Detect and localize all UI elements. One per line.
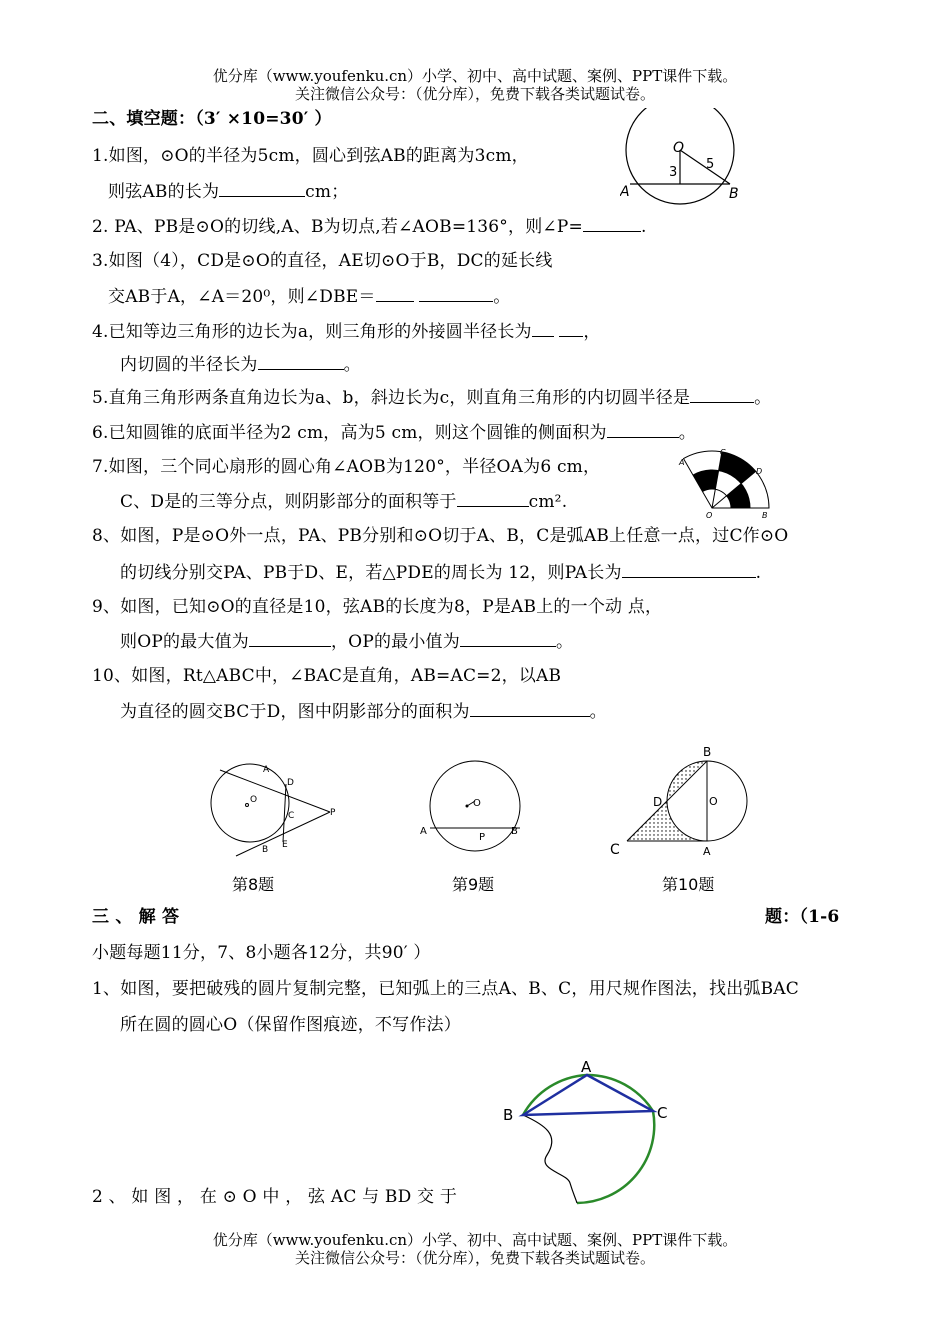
q8-text: 的切线分别交PA、PB于D、E，若△PDE的周长为 12，则PA长为 bbox=[120, 563, 622, 583]
figure-q1-circle bbox=[620, 108, 750, 208]
s3-q2-line-a: 2 、 如 图 ， 在 ⊙ O 中 ， 弦 AC 与 BD 交 于 bbox=[92, 1187, 458, 1207]
q2-text: 2. PA、PB是⊙O的切线,A、B为切点,若∠AOB=136°，则∠P= bbox=[92, 217, 583, 237]
q10-end: 。 bbox=[589, 702, 607, 722]
section2-title: 二、填空题：（3′ ×10=30′ ） bbox=[92, 109, 332, 129]
figure-9 bbox=[415, 760, 525, 860]
label-o: O bbox=[706, 511, 713, 520]
label-b: B bbox=[762, 511, 768, 520]
q6-text: 6.已知圆锥的底面半径为2 cm，高为5 cm，则这个圆锥的侧面积为 bbox=[92, 423, 607, 443]
center-point bbox=[466, 805, 469, 808]
q2-end: . bbox=[640, 217, 647, 237]
s3-q1-line-b: 所在圆的圆心O（保留作图痕迹，不写作法） bbox=[120, 1015, 461, 1035]
q1-line-b bbox=[108, 180, 348, 203]
label-a: A bbox=[620, 184, 630, 200]
shaded-region-bottom bbox=[627, 801, 707, 841]
q3-end: 。 bbox=[493, 287, 511, 307]
figure-broken-circle bbox=[495, 1055, 685, 1215]
q10-line-a: 10、如图，Rt△ABC中，∠BAC是直角，AB=AC=2，以AB bbox=[92, 666, 562, 686]
label-b: B bbox=[511, 826, 518, 837]
tangent-pa bbox=[220, 770, 330, 812]
figure-q7-sectors bbox=[676, 446, 776, 520]
q1-unit: cm； bbox=[305, 182, 349, 202]
label-a: A bbox=[679, 458, 685, 467]
q9-text-mid: ，OP的最小值为 bbox=[330, 632, 460, 652]
q8-end: . bbox=[755, 563, 762, 583]
q1-line-a: 1.如图，⊙O的半径为5cm，圆心到弦AB的距离为3cm， bbox=[92, 146, 529, 166]
caption-fig10: 第10题 bbox=[662, 875, 715, 894]
q6-line bbox=[92, 421, 696, 444]
label-p: P bbox=[330, 808, 336, 818]
answer-blank bbox=[419, 285, 493, 302]
answer-blank bbox=[622, 561, 756, 578]
q7-text: C、D是的三等分点，则阴影部分的面积等于 bbox=[120, 492, 457, 512]
answer-blank bbox=[559, 320, 583, 337]
triangle-abc bbox=[523, 1075, 653, 1115]
answer-blank bbox=[249, 630, 331, 647]
q2-line bbox=[92, 215, 647, 238]
q3-line-a: 3.如图（4），CD是⊙O的直径，AE切⊙O于B，DC的延长线 bbox=[92, 251, 553, 271]
q9-line-b bbox=[120, 630, 573, 653]
q9-text: 则OP的最大值为 bbox=[120, 632, 249, 652]
answer-blank bbox=[690, 386, 754, 403]
answer-blank bbox=[376, 285, 414, 302]
answer-blank bbox=[219, 180, 305, 197]
shaded-region-inner-right bbox=[727, 484, 750, 508]
label-o: O bbox=[673, 140, 685, 156]
q4-text-b: 内切圆的半径长为 bbox=[120, 355, 258, 375]
q7-line-a: 7.如图，三个同心扇形的圆心角∠AOB为120°，半径OA为6 cm， bbox=[92, 457, 601, 477]
label-o: O bbox=[473, 798, 481, 809]
label-o: O bbox=[250, 795, 258, 805]
label-b: B bbox=[503, 1106, 514, 1124]
q1-text: 则弦AB的长为 bbox=[108, 182, 220, 202]
header-line-2: 关注微信公众号：（优分库），免费下载各类试题试卷。 bbox=[294, 85, 655, 103]
label-five: 5 bbox=[706, 157, 715, 172]
q9-end: 。 bbox=[555, 632, 574, 652]
section3-title-cont: 小题每题11分，7、8小题各12分，共90′ ） bbox=[92, 943, 431, 963]
q6-end: 。 bbox=[678, 423, 696, 443]
label-a: A bbox=[420, 826, 427, 837]
answer-blank bbox=[583, 215, 641, 232]
label-p: P bbox=[479, 832, 486, 843]
label-e: E bbox=[282, 840, 288, 850]
label-b: B bbox=[262, 845, 269, 855]
label-d: D bbox=[756, 467, 763, 476]
q5-line bbox=[92, 386, 771, 409]
label-c: C bbox=[610, 842, 620, 858]
broken-edge bbox=[523, 1115, 577, 1203]
label-a: A bbox=[703, 845, 711, 858]
caption-fig9: 第9题 bbox=[452, 875, 495, 894]
q9-line-a: 9、如图，已知⊙O的直径是10，弦AB的长度为8，P是AB上的一个动 点， bbox=[92, 597, 663, 617]
center-point bbox=[246, 804, 249, 807]
footer-line-1: 优分库（www.youfenku.cn）小学、初中、高中试题、案例、PPT课件下载。 bbox=[212, 1231, 738, 1249]
answer-blank bbox=[460, 630, 556, 647]
label-d: D bbox=[653, 795, 663, 809]
q5-text: 5.直角三角形两条直角边长为a、b，斜边长为c，则直角三角形的内切圆半径是 bbox=[92, 388, 691, 408]
label-c: C bbox=[288, 811, 295, 821]
answer-blank bbox=[470, 700, 590, 717]
q8-line-b bbox=[120, 561, 761, 584]
q7-unit: cm². bbox=[528, 492, 568, 512]
radius-segment bbox=[680, 150, 730, 184]
label-b: B bbox=[729, 186, 739, 202]
q4-line-a bbox=[92, 320, 601, 343]
label-d: D bbox=[287, 778, 294, 788]
figure-10 bbox=[605, 742, 755, 862]
s3-q1-line-a: 1、如图，要把破残的圆片复制完整，已知弧上的三点A、B、C，用尺规作图法，找出弧BAC bbox=[92, 979, 799, 999]
label-o: O bbox=[709, 795, 718, 808]
arc-bac bbox=[523, 1075, 654, 1203]
answer-blank bbox=[457, 490, 529, 507]
q8-line-a: 8、如图，P是⊙O外一点，PA、PB分别和⊙O切于A、B，C是弧AB上任意一点，过C作⊙O bbox=[92, 526, 789, 546]
q7-line-b bbox=[120, 490, 567, 513]
q4-text: 4.已知等边三角形的边长为a，则三角形的外接圆半径长为 bbox=[92, 322, 532, 342]
section3-title-right: 题：（1-6 bbox=[765, 907, 840, 927]
q4-comma: ， bbox=[583, 322, 601, 342]
header-line-1: 优分库（www.youfenku.cn）小学、初中、高中试题、案例、PPT课件下载。 bbox=[212, 67, 738, 85]
q10-text: 为直径的圆交BC于D，图中阴影部分的面积为 bbox=[120, 702, 470, 722]
label-a: A bbox=[263, 765, 270, 775]
figure-8 bbox=[200, 752, 350, 862]
answer-blank bbox=[258, 353, 344, 370]
q4-end: 。 bbox=[343, 355, 361, 375]
caption-fig8: 第8题 bbox=[232, 875, 275, 894]
footer-line-2: 关注微信公众号：（优分库），免费下载各类试题试卷。 bbox=[294, 1249, 655, 1267]
label-c: C bbox=[657, 1104, 668, 1122]
q4-line-b bbox=[120, 353, 361, 376]
q3-text: 交AB于A，∠A＝20⁰，则∠DBE＝ bbox=[108, 287, 376, 307]
q5-end: 。 bbox=[754, 388, 772, 408]
label-c: C bbox=[720, 448, 726, 457]
section3-title-left: 三 、 解 答 bbox=[92, 907, 180, 927]
label-a: A bbox=[581, 1058, 592, 1076]
answer-blank bbox=[532, 320, 554, 337]
q3-line-b bbox=[108, 285, 510, 308]
label-three: 3 bbox=[669, 165, 678, 180]
label-b: B bbox=[703, 745, 712, 759]
answer-blank bbox=[607, 421, 679, 438]
q10-line-b bbox=[120, 700, 607, 723]
